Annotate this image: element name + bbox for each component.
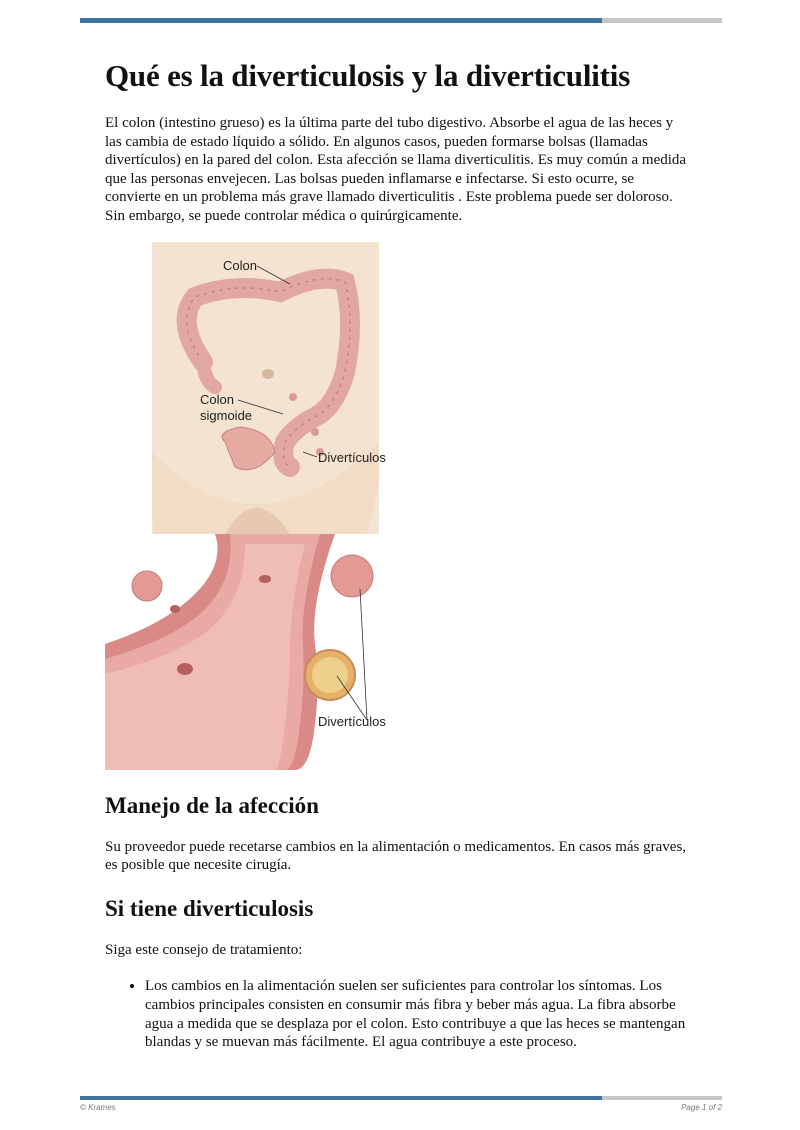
section-heading-diverticulosis: Si tiene diverticulosis bbox=[105, 895, 314, 921]
label-diverticula-2: Divertículos bbox=[318, 713, 386, 729]
label-diverticula-1: Divertículos bbox=[318, 449, 386, 465]
footer-page-number: Page 1 of 2 bbox=[681, 1103, 722, 1112]
section-heading-management: Manejo de la afección bbox=[105, 792, 319, 818]
diverticula-cross-section bbox=[105, 534, 405, 770]
section-paragraph-management: Su proveedor puede recetarse cambios en la alimentación o medicamentos. En casos más graves, es posible que necesite cirugía. bbox=[105, 838, 687, 874]
label-sigmoid-colon-1: Colon bbox=[200, 391, 234, 407]
colon-illustration bbox=[105, 242, 405, 534]
footer-copyright: © Krames bbox=[80, 1103, 116, 1112]
header-bar-accent bbox=[80, 18, 602, 23]
footer-bar-end bbox=[602, 1096, 722, 1100]
footer-bar-accent bbox=[80, 1096, 602, 1100]
header-bar-end bbox=[602, 18, 722, 23]
treatment-list bbox=[105, 977, 690, 1051]
footer-bar bbox=[80, 1096, 722, 1100]
section-paragraph-diverticulosis: Siga este consejo de tratamiento: bbox=[105, 941, 303, 958]
label-colon: Colon bbox=[223, 257, 257, 273]
page-title: Qué es la diverticulosis y la diverticulitis bbox=[105, 58, 631, 93]
document-body bbox=[105, 56, 690, 1052]
label-sigmoid-colon-2: sigmoide bbox=[200, 407, 253, 423]
header-bar bbox=[80, 18, 722, 23]
intro-paragraph: El colon (intestino grueso) es la última parte del tubo digestivo. Absorbe el agua de las heces y las cambia de estado líquido a sólido. En algunos casos, pueden formarse bolsas (llamadas divertículos) en la pared del colon. Esta afección se llama diverticulitis. Es muy común a medida que las personas envejecen. Las bolsas pueden inflamarse e infectarse. Si esto ocurre, se convierte en un problema más grave llamado diverticulitis . Este problema puede ser doloroso. Sin embargo, se puede controlar médica o quirúrgicamente. bbox=[105, 115, 687, 224]
list-item: • Los cambios en la alimentación suelen ser suficientes para controlar los síntomas. Los cambios principales consisten en consumir más fibra y beber más agua. La fibra absorbe agua a medida que se desplaza por el colon. Esto contribuye a que las heces se mantengan blandas y se muevan más fácilmente. El agua contribuye a este proceso. bbox=[145, 977, 690, 1051]
